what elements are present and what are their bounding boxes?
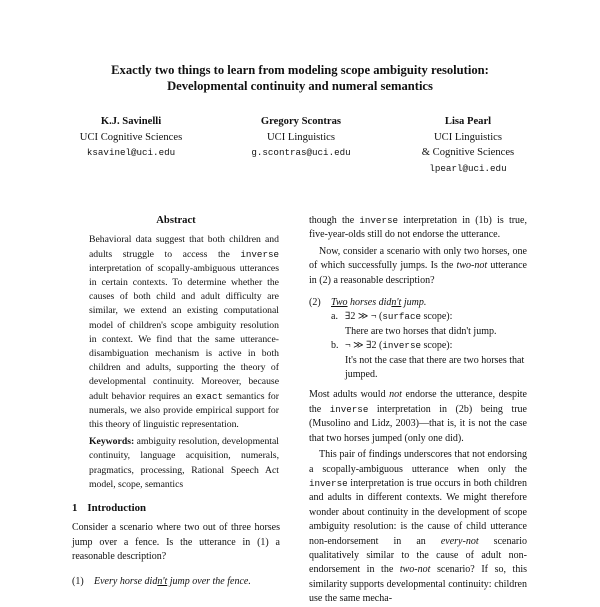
code-term: surface xyxy=(382,311,421,323)
paragraph-1 xyxy=(309,214,527,243)
code-term: inverse xyxy=(382,340,421,352)
example-2a xyxy=(331,310,527,339)
section-number: 1 xyxy=(72,502,78,515)
example-underlined: Two xyxy=(331,297,348,309)
paragraph-2 xyxy=(309,245,527,288)
logic-formula: ∃2 ≫ ¬ ( xyxy=(345,311,383,323)
author-email[interactable]: lpearl@uci.edu xyxy=(429,162,507,174)
example-2-head xyxy=(309,296,527,310)
text-part: Now, consider a scenario with only two horses, one of which successfully jumps. Is the xyxy=(309,245,527,272)
author-affiliation: UCI Linguistics xyxy=(267,131,335,143)
paper-title xyxy=(40,62,560,94)
example-underlined: n't xyxy=(157,575,168,587)
author-block-1 xyxy=(46,114,216,161)
title-line-2: Developmental continuity and numeral semantics xyxy=(167,79,433,93)
example-number: (2) xyxy=(309,297,321,309)
example-part: Every horse did xyxy=(94,575,158,587)
abstract-code-term: inverse xyxy=(240,248,279,260)
example-sentence xyxy=(331,297,426,308)
author-email[interactable]: g.scontras@uci.edu xyxy=(251,147,351,158)
title-line-1: Exactly two things to learn from modeling scope ambiguity resolution: xyxy=(111,63,489,77)
text-part: Most adults would xyxy=(309,389,390,401)
author-email[interactable]: ksavinel@uci.edu xyxy=(86,147,176,158)
text-part: interpretation is true occurs in both children and adults in different contexts. We might therefore wonder about continuity in the development of scope ambiguity resolution: is the cause of child utterance non-endorsement in an xyxy=(309,477,527,547)
author-affiliation: UCI Cognitive Sciences xyxy=(79,131,183,143)
abstract-code-term: exact xyxy=(195,390,224,402)
abstract-text-part: Behavioral data suggest that both children and adults struggle to access the xyxy=(89,234,279,260)
code-term: inverse xyxy=(329,403,369,415)
author-block-3 xyxy=(383,114,553,176)
paragraph-3 xyxy=(309,388,527,446)
text-part: utterance in (2) a reasonable description? xyxy=(309,260,527,286)
author-affiliation: & Cognitive Sciences xyxy=(421,147,515,158)
italic-term: not xyxy=(389,389,402,401)
left-column xyxy=(72,214,280,589)
example-underlined: n't xyxy=(391,297,402,309)
text-part: scope): xyxy=(420,311,453,323)
author-name: Lisa Pearl xyxy=(444,116,492,127)
sub-gloss: It's not the case that there are two horses that jumped. xyxy=(345,354,525,381)
author-name: Gregory Scontras xyxy=(260,116,342,127)
logic-formula: ¬ ≫ ∃2 ( xyxy=(345,340,383,352)
text-part: interpretation in (1b) is true, five-year-olds still do not endorse the utterance. xyxy=(309,215,527,241)
example-sentence xyxy=(94,576,251,587)
keywords-list: ambiguity resolution, developmental continuity, language acquisition, numerals, pragmatics, processing, Rational Speech Act model, scope, semantics xyxy=(89,436,279,490)
code-term: inverse xyxy=(359,215,398,226)
author-name: K.J. Savinelli xyxy=(100,116,162,127)
section-title: Introduction xyxy=(87,502,147,515)
abstract-heading: Abstract xyxy=(156,215,196,226)
author-block-2 xyxy=(216,114,386,161)
section-heading-introduction xyxy=(72,501,280,515)
example-1 xyxy=(72,575,280,589)
code-term: inverse xyxy=(309,477,348,489)
italic-term: two-not xyxy=(456,260,488,272)
author-affiliation: UCI Linguistics xyxy=(434,131,502,143)
text-part: scope): xyxy=(420,340,453,352)
text-part: interpretation in (2b) being true (Musolino and Lidz, 2003)—that is, it is not the case that two horses jumped (only one did). xyxy=(309,403,527,444)
example-part: jump over the fence. xyxy=(167,575,251,587)
keywords xyxy=(89,435,279,492)
italic-term: every-not xyxy=(440,535,479,547)
abstract-text xyxy=(89,233,279,432)
text-part: endorse the utterance, despite the xyxy=(309,389,527,415)
paragraph-4 xyxy=(309,448,527,606)
text-part: scenario? If so, this similarity supports developmental continuity: children use the same mecha- xyxy=(309,564,527,605)
sub-gloss: There are two horses that didn't jump. xyxy=(345,325,497,337)
example-2b xyxy=(331,339,527,382)
abstract-text-part: semantics for numerals, we also provide empirical support for this theory of linguistic representation. xyxy=(89,390,279,431)
sub-label: a. xyxy=(331,311,338,323)
text-part: This pair of findings underscores that not endorsing a scopally-ambiguous utterance when only the xyxy=(309,449,527,475)
example-part: jump. xyxy=(401,297,427,309)
example-part: horses did xyxy=(347,297,392,309)
example-2 xyxy=(309,296,527,382)
abstract-text-part: interpretation of scopally-ambiguous utterances in certain contexts. To determine whether the causes of both child and adult difficulty are similar, we extend an existing computational model of children's scope ambiguity resolution in context. We find that the same utterance-disambiguation mechanism is active in both children and adults, supporting the theory of developmental continuity. Moreover, because adult behavior requires an xyxy=(89,262,279,402)
right-column xyxy=(309,214,527,607)
text-part: though the xyxy=(309,215,360,226)
sub-label: b. xyxy=(331,340,339,352)
keywords-label: Keywords: xyxy=(89,436,135,448)
intro-paragraph: Consider a scenario where two out of three horses jump over a fence. Is the utterance in (1) a reasonable description? xyxy=(72,522,280,563)
italic-term: two-not xyxy=(399,564,431,576)
example-number: (1) xyxy=(72,575,84,587)
text-part: scenario qualitatively similar to the cause of adult non-endorsement in the xyxy=(309,535,527,576)
